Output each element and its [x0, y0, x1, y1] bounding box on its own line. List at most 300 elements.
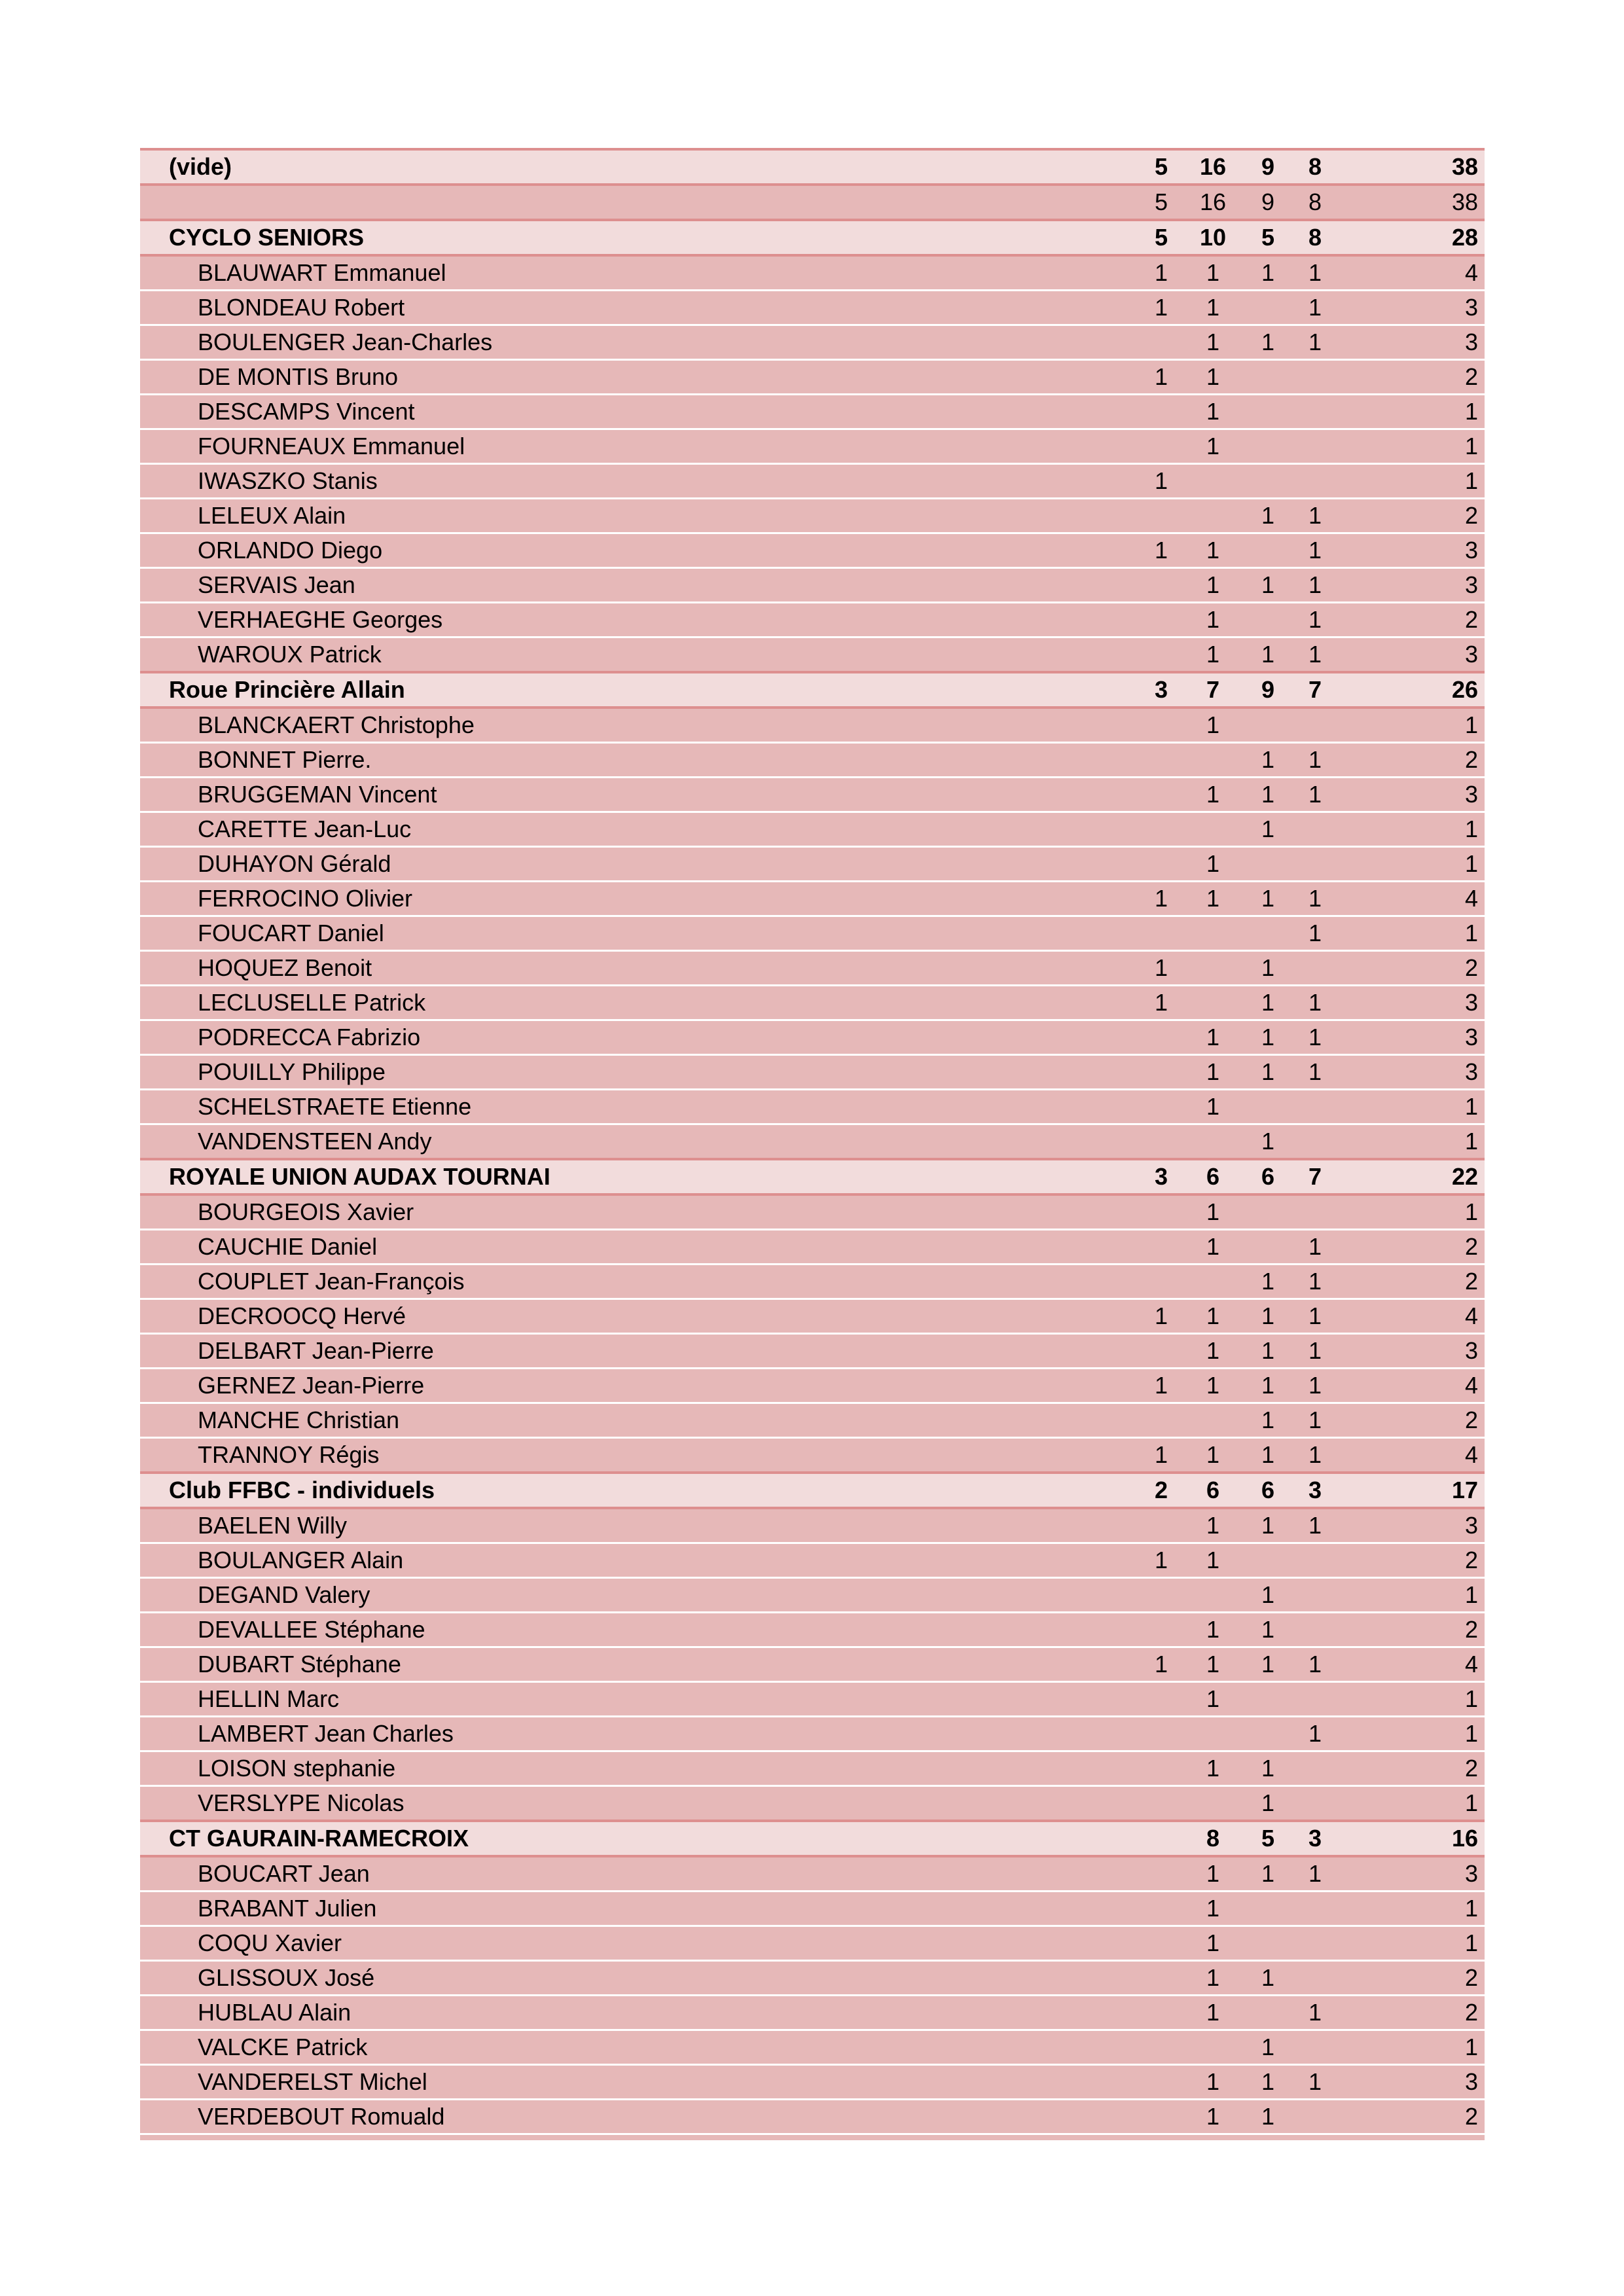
- count-col-1: [1138, 1194, 1185, 1230]
- row-total: 1: [1335, 812, 1485, 847]
- row-label: POUILLY Philippe: [140, 1055, 1138, 1090]
- row-total: 2: [1335, 1403, 1485, 1438]
- count-col-3: 1: [1241, 1020, 1295, 1055]
- count-col-3: 1: [1241, 743, 1295, 778]
- table-row: [140, 1996, 1485, 2030]
- row-label: Club FFBC - individuels: [140, 1473, 1138, 1508]
- count-col-4: [1295, 1613, 1335, 1647]
- count-col-2: 1: [1185, 1613, 1241, 1647]
- count-col-3: [1241, 1892, 1295, 1926]
- count-col-1: [1138, 499, 1185, 533]
- count-col-4: 8: [1295, 185, 1335, 220]
- count-col-4: 1: [1295, 1647, 1335, 1682]
- table-row: [140, 1334, 1485, 1369]
- row-label: CARETTE Jean-Luc: [140, 812, 1138, 847]
- count-col-1: [1138, 1751, 1185, 1786]
- row-total: 38: [1335, 149, 1485, 185]
- count-col-2: 1: [1185, 1055, 1241, 1090]
- count-col-3: [1241, 533, 1295, 568]
- table-row: [140, 360, 1485, 395]
- count-col-3: 1: [1241, 951, 1295, 986]
- count-col-2: 1: [1185, 533, 1241, 568]
- count-col-1: [1138, 743, 1185, 778]
- count-col-1: [1138, 1717, 1185, 1751]
- count-col-3: 1: [1241, 499, 1295, 533]
- count-col-2: 1: [1185, 1090, 1241, 1124]
- count-col-1: [1138, 1821, 1185, 1856]
- count-col-1: [1138, 1403, 1185, 1438]
- row-label: [140, 185, 1138, 220]
- row-total: 3: [1335, 986, 1485, 1020]
- table-row: [140, 1961, 1485, 1996]
- count-col-2: [1185, 986, 1241, 1020]
- row-total: 2: [1335, 360, 1485, 395]
- table-row: [140, 464, 1485, 499]
- count-col-3: [1241, 1543, 1295, 1578]
- row-total: 2: [1335, 2100, 1485, 2134]
- count-col-2: 1: [1185, 847, 1241, 882]
- count-col-3: 1: [1241, 986, 1295, 1020]
- count-col-1: [1138, 708, 1185, 743]
- row-label: LOISON stephanie: [140, 1751, 1138, 1786]
- row-label: ROYALE UNION AUDAX TOURNAI: [140, 1159, 1138, 1194]
- row-label: LELEUX Alain: [140, 499, 1138, 533]
- row-label: LECLUSELLE Patrick: [140, 986, 1138, 1020]
- count-col-2: 16: [1185, 149, 1241, 185]
- count-col-4: 1: [1295, 637, 1335, 673]
- table-row: [140, 2030, 1485, 2065]
- row-total: 1: [1335, 847, 1485, 882]
- table-row: [140, 1194, 1485, 1230]
- count-col-1: [1138, 1230, 1185, 1265]
- row-label: DUBART Stéphane: [140, 1647, 1138, 1682]
- count-col-4: [1295, 1682, 1335, 1717]
- count-col-1: [1138, 2030, 1185, 2065]
- row-label: BOURGEOIS Xavier: [140, 1194, 1138, 1230]
- count-col-4: [1295, 1786, 1335, 1821]
- count-col-4: 3: [1295, 1473, 1335, 1508]
- row-total: 3: [1335, 637, 1485, 673]
- row-total: 3: [1335, 1055, 1485, 1090]
- count-col-1: [1138, 1996, 1185, 2030]
- row-label: BOUCART Jean: [140, 1856, 1138, 1892]
- count-col-4: [1295, 1194, 1335, 1230]
- count-col-3: 1: [1241, 255, 1295, 291]
- count-col-3: 6: [1241, 1473, 1295, 1508]
- count-col-1: 1: [1138, 1438, 1185, 1473]
- row-label: TRANNOY Régis: [140, 1438, 1138, 1473]
- row-total: 3: [1335, 1334, 1485, 1369]
- row-label: ORLANDO Diego: [140, 533, 1138, 568]
- count-col-2: 1: [1185, 1194, 1241, 1230]
- row-label: DEGAND Valery: [140, 1578, 1138, 1613]
- table-row: [140, 637, 1485, 673]
- count-col-1: [1138, 637, 1185, 673]
- count-col-1: 1: [1138, 291, 1185, 325]
- count-col-2: 10: [1185, 220, 1241, 255]
- count-col-2: 1: [1185, 1020, 1241, 1055]
- count-col-3: 1: [1241, 1055, 1295, 1090]
- count-col-1: [1138, 325, 1185, 360]
- count-col-4: 1: [1295, 568, 1335, 603]
- row-label: DE MONTIS Bruno: [140, 360, 1138, 395]
- row-label: COQU Xavier: [140, 1926, 1138, 1961]
- count-col-2: 1: [1185, 360, 1241, 395]
- count-col-3: 9: [1241, 672, 1295, 708]
- row-total: 4: [1335, 882, 1485, 916]
- count-col-1: 1: [1138, 1369, 1185, 1403]
- row-label: FOUCART Daniel: [140, 916, 1138, 951]
- count-col-1: [1138, 1682, 1185, 1717]
- count-col-2: 1: [1185, 1682, 1241, 1717]
- row-label: BONNET Pierre.: [140, 743, 1138, 778]
- table-row: [140, 1892, 1485, 1926]
- row-label: Roue Princière Allain: [140, 672, 1138, 708]
- count-col-3: 1: [1241, 568, 1295, 603]
- table-row: [140, 916, 1485, 951]
- count-col-4: 1: [1295, 1996, 1335, 2030]
- row-total: 4: [1335, 1299, 1485, 1334]
- count-col-2: 1: [1185, 1647, 1241, 1682]
- count-col-1: [1138, 1124, 1185, 1160]
- row-label: CAUCHIE Daniel: [140, 1230, 1138, 1265]
- count-col-1: 1: [1138, 1299, 1185, 1334]
- count-col-4: 7: [1295, 672, 1335, 708]
- count-col-3: [1241, 360, 1295, 395]
- count-col-2: [1185, 1124, 1241, 1160]
- count-col-2: 1: [1185, 1543, 1241, 1578]
- table-row: [140, 1090, 1485, 1124]
- table-row: [140, 812, 1485, 847]
- count-col-2: 1: [1185, 637, 1241, 673]
- count-col-2: 1: [1185, 255, 1241, 291]
- count-col-2: 1: [1185, 1961, 1241, 1996]
- count-col-1: [1138, 395, 1185, 429]
- table-row: [140, 951, 1485, 986]
- row-label: PODRECCA Fabrizio: [140, 1020, 1138, 1055]
- row-total: 1: [1335, 2030, 1485, 2065]
- row-label: VALCKE Patrick: [140, 2030, 1138, 2065]
- count-col-2: 1: [1185, 882, 1241, 916]
- table-row: [140, 1717, 1485, 1751]
- count-col-2: 1: [1185, 1996, 1241, 2030]
- row-label: BRUGGEMAN Vincent: [140, 778, 1138, 812]
- row-total: 2: [1335, 603, 1485, 637]
- row-total: 2: [1335, 1996, 1485, 2030]
- table-row: [140, 708, 1485, 743]
- count-col-3: 1: [1241, 882, 1295, 916]
- row-total: 3: [1335, 778, 1485, 812]
- table-row: [140, 1438, 1485, 1473]
- count-col-1: [1138, 568, 1185, 603]
- count-col-1: [1138, 2065, 1185, 2100]
- total-row: [140, 185, 1485, 220]
- count-col-1: [1138, 847, 1185, 882]
- row-label: VERDEBOUT Romuald: [140, 2100, 1138, 2134]
- count-col-4: [1295, 464, 1335, 499]
- count-col-3: 1: [1241, 1265, 1295, 1299]
- row-total: 1: [1335, 1090, 1485, 1124]
- table-row: [140, 1543, 1485, 1578]
- table-row: [140, 395, 1485, 429]
- count-col-2: [1185, 743, 1241, 778]
- count-col-2: 1: [1185, 1508, 1241, 1543]
- row-label: SCHELSTRAETE Etienne: [140, 1090, 1138, 1124]
- count-col-4: 1: [1295, 1369, 1335, 1403]
- row-total: 3: [1335, 2065, 1485, 2100]
- count-col-4: 1: [1295, 1334, 1335, 1369]
- count-col-1: [1138, 2100, 1185, 2134]
- count-col-4: 1: [1295, 603, 1335, 637]
- row-total: 4: [1335, 1369, 1485, 1403]
- count-col-3: 1: [1241, 1578, 1295, 1613]
- count-col-2: 6: [1185, 1159, 1241, 1194]
- count-col-2: 1: [1185, 2100, 1241, 2134]
- count-col-1: 3: [1138, 672, 1185, 708]
- count-col-2: 1: [1185, 778, 1241, 812]
- table-row: [140, 568, 1485, 603]
- row-label: DUHAYON Gérald: [140, 847, 1138, 882]
- table-row: [140, 1403, 1485, 1438]
- count-col-2: 1: [1185, 1926, 1241, 1961]
- count-col-2: 6: [1185, 1473, 1241, 1508]
- pivot-bottom-band: [140, 2134, 1485, 2142]
- table-row: [140, 2100, 1485, 2134]
- count-col-2: 7: [1185, 672, 1241, 708]
- count-col-3: [1241, 847, 1295, 882]
- row-label: CYCLO SENIORS: [140, 220, 1138, 255]
- table-row: [140, 1055, 1485, 1090]
- count-col-2: [1185, 2030, 1241, 2065]
- count-col-4: [1295, 1892, 1335, 1926]
- count-col-3: [1241, 1926, 1295, 1961]
- table-row: [140, 603, 1485, 637]
- table-row: [140, 882, 1485, 916]
- count-col-2: 1: [1185, 708, 1241, 743]
- row-total: 1: [1335, 1124, 1485, 1160]
- table-row: [140, 325, 1485, 360]
- count-col-4: 1: [1295, 2065, 1335, 2100]
- count-col-3: 5: [1241, 1821, 1295, 1856]
- row-label: FOURNEAUX Emmanuel: [140, 429, 1138, 464]
- count-col-2: [1185, 951, 1241, 986]
- count-col-1: [1138, 1508, 1185, 1543]
- count-col-2: 1: [1185, 291, 1241, 325]
- count-col-4: 1: [1295, 533, 1335, 568]
- count-col-3: 1: [1241, 1961, 1295, 1996]
- table-row: [140, 1369, 1485, 1403]
- count-col-1: [1138, 916, 1185, 951]
- count-col-1: 1: [1138, 1543, 1185, 1578]
- count-col-2: [1185, 812, 1241, 847]
- count-col-2: 1: [1185, 1892, 1241, 1926]
- count-col-4: 1: [1295, 291, 1335, 325]
- count-col-1: [1138, 429, 1185, 464]
- row-total: 2: [1335, 1265, 1485, 1299]
- row-total: 2: [1335, 1543, 1485, 1578]
- row-total: 2: [1335, 951, 1485, 986]
- count-col-2: 1: [1185, 395, 1241, 429]
- count-col-3: [1241, 1090, 1295, 1124]
- row-total: 2: [1335, 1751, 1485, 1786]
- row-label: VANDENSTEEN Andy: [140, 1124, 1138, 1160]
- count-col-1: 2: [1138, 1473, 1185, 1508]
- count-col-4: [1295, 847, 1335, 882]
- count-col-2: 1: [1185, 1856, 1241, 1892]
- count-col-2: 1: [1185, 2065, 1241, 2100]
- row-total: 2: [1335, 1613, 1485, 1647]
- row-label: BLONDEAU Robert: [140, 291, 1138, 325]
- count-col-4: [1295, 1961, 1335, 1996]
- count-col-1: [1138, 1892, 1185, 1926]
- count-col-4: [1295, 1578, 1335, 1613]
- group-row: [140, 1473, 1485, 1508]
- row-label: (vide): [140, 149, 1138, 185]
- group-row: [140, 220, 1485, 255]
- row-label: BLAUWART Emmanuel: [140, 255, 1138, 291]
- row-total: 2: [1335, 499, 1485, 533]
- count-col-3: 1: [1241, 2030, 1295, 2065]
- count-col-4: 1: [1295, 1299, 1335, 1334]
- count-col-1: [1138, 778, 1185, 812]
- count-col-4: 1: [1295, 1717, 1335, 1751]
- count-col-4: 3: [1295, 1821, 1335, 1856]
- row-total: 3: [1335, 1508, 1485, 1543]
- row-total: 3: [1335, 568, 1485, 603]
- pivot-footer: [140, 2134, 1485, 2142]
- row-total: 1: [1335, 1786, 1485, 1821]
- count-col-1: [1138, 1961, 1185, 1996]
- row-label: VANDERELST Michel: [140, 2065, 1138, 2100]
- count-col-1: 1: [1138, 951, 1185, 986]
- count-col-1: [1138, 1613, 1185, 1647]
- count-col-4: 1: [1295, 986, 1335, 1020]
- count-col-2: [1185, 499, 1241, 533]
- count-col-2: 16: [1185, 185, 1241, 220]
- count-col-1: [1138, 1786, 1185, 1821]
- row-label: HUBLAU Alain: [140, 1996, 1138, 2030]
- row-label: MANCHE Christian: [140, 1403, 1138, 1438]
- count-col-4: 1: [1295, 325, 1335, 360]
- table-row: [140, 1265, 1485, 1299]
- count-col-4: 1: [1295, 1055, 1335, 1090]
- count-col-2: 1: [1185, 1438, 1241, 1473]
- row-label: BRABANT Julien: [140, 1892, 1138, 1926]
- row-label: GLISSOUX José: [140, 1961, 1138, 1996]
- count-col-3: 1: [1241, 2065, 1295, 2100]
- count-col-3: [1241, 395, 1295, 429]
- count-col-4: 7: [1295, 1159, 1335, 1194]
- count-col-3: 6: [1241, 1159, 1295, 1194]
- count-col-4: 1: [1295, 1265, 1335, 1299]
- count-col-4: 8: [1295, 220, 1335, 255]
- count-col-4: 1: [1295, 1020, 1335, 1055]
- count-col-2: 1: [1185, 1230, 1241, 1265]
- count-col-2: [1185, 1717, 1241, 1751]
- table-row: [140, 1786, 1485, 1821]
- row-total: 1: [1335, 395, 1485, 429]
- count-col-4: 1: [1295, 1403, 1335, 1438]
- count-col-3: [1241, 708, 1295, 743]
- count-col-2: 1: [1185, 1369, 1241, 1403]
- table-row: [140, 499, 1485, 533]
- count-col-4: 1: [1295, 1856, 1335, 1892]
- row-total: 28: [1335, 220, 1485, 255]
- row-label: LAMBERT Jean Charles: [140, 1717, 1138, 1751]
- row-total: 1: [1335, 1926, 1485, 1961]
- count-col-4: [1295, 1926, 1335, 1961]
- row-total: 1: [1335, 1682, 1485, 1717]
- count-col-1: 1: [1138, 360, 1185, 395]
- count-col-3: 1: [1241, 2100, 1295, 2134]
- row-total: 1: [1335, 1892, 1485, 1926]
- count-col-3: 1: [1241, 1786, 1295, 1821]
- count-col-3: 1: [1241, 1369, 1295, 1403]
- count-col-4: [1295, 429, 1335, 464]
- count-col-3: 1: [1241, 1647, 1295, 1682]
- count-col-1: 5: [1138, 149, 1185, 185]
- count-col-2: 1: [1185, 429, 1241, 464]
- table-row: [140, 533, 1485, 568]
- table-row: [140, 1508, 1485, 1543]
- table-row: [140, 1020, 1485, 1055]
- count-col-3: 1: [1241, 1438, 1295, 1473]
- count-col-2: [1185, 1265, 1241, 1299]
- count-col-3: [1241, 916, 1295, 951]
- count-col-3: 5: [1241, 220, 1295, 255]
- row-total: 3: [1335, 533, 1485, 568]
- count-col-3: [1241, 1682, 1295, 1717]
- count-col-2: 1: [1185, 1299, 1241, 1334]
- table-row: [140, 1926, 1485, 1961]
- count-col-4: 1: [1295, 1230, 1335, 1265]
- count-col-3: 1: [1241, 637, 1295, 673]
- count-col-1: [1138, 1578, 1185, 1613]
- count-col-4: [1295, 1090, 1335, 1124]
- count-col-1: [1138, 1334, 1185, 1369]
- row-total: 3: [1335, 325, 1485, 360]
- count-col-1: [1138, 1090, 1185, 1124]
- count-col-2: 8: [1185, 1821, 1241, 1856]
- table-row: [140, 986, 1485, 1020]
- pivot-table: [140, 148, 1485, 2142]
- count-col-2: 1: [1185, 325, 1241, 360]
- row-label: GERNEZ Jean-Pierre: [140, 1369, 1138, 1403]
- count-col-3: [1241, 1230, 1295, 1265]
- count-col-4: [1295, 1751, 1335, 1786]
- count-col-1: [1138, 1265, 1185, 1299]
- count-col-1: [1138, 1055, 1185, 1090]
- row-total: 1: [1335, 916, 1485, 951]
- count-col-3: 1: [1241, 1124, 1295, 1160]
- count-col-4: 1: [1295, 882, 1335, 916]
- row-total: 2: [1335, 743, 1485, 778]
- table-row: [140, 1299, 1485, 1334]
- row-label: COUPLET Jean-François: [140, 1265, 1138, 1299]
- group-row: [140, 149, 1485, 185]
- count-col-4: [1295, 708, 1335, 743]
- count-col-1: 1: [1138, 255, 1185, 291]
- count-col-1: 1: [1138, 986, 1185, 1020]
- row-label: IWASZKO Stanis: [140, 464, 1138, 499]
- row-label: WAROUX Patrick: [140, 637, 1138, 673]
- count-col-3: 1: [1241, 778, 1295, 812]
- group-row: [140, 672, 1485, 708]
- count-col-3: 9: [1241, 149, 1295, 185]
- table-row: [140, 847, 1485, 882]
- group-row: [140, 1821, 1485, 1856]
- count-col-4: [1295, 1543, 1335, 1578]
